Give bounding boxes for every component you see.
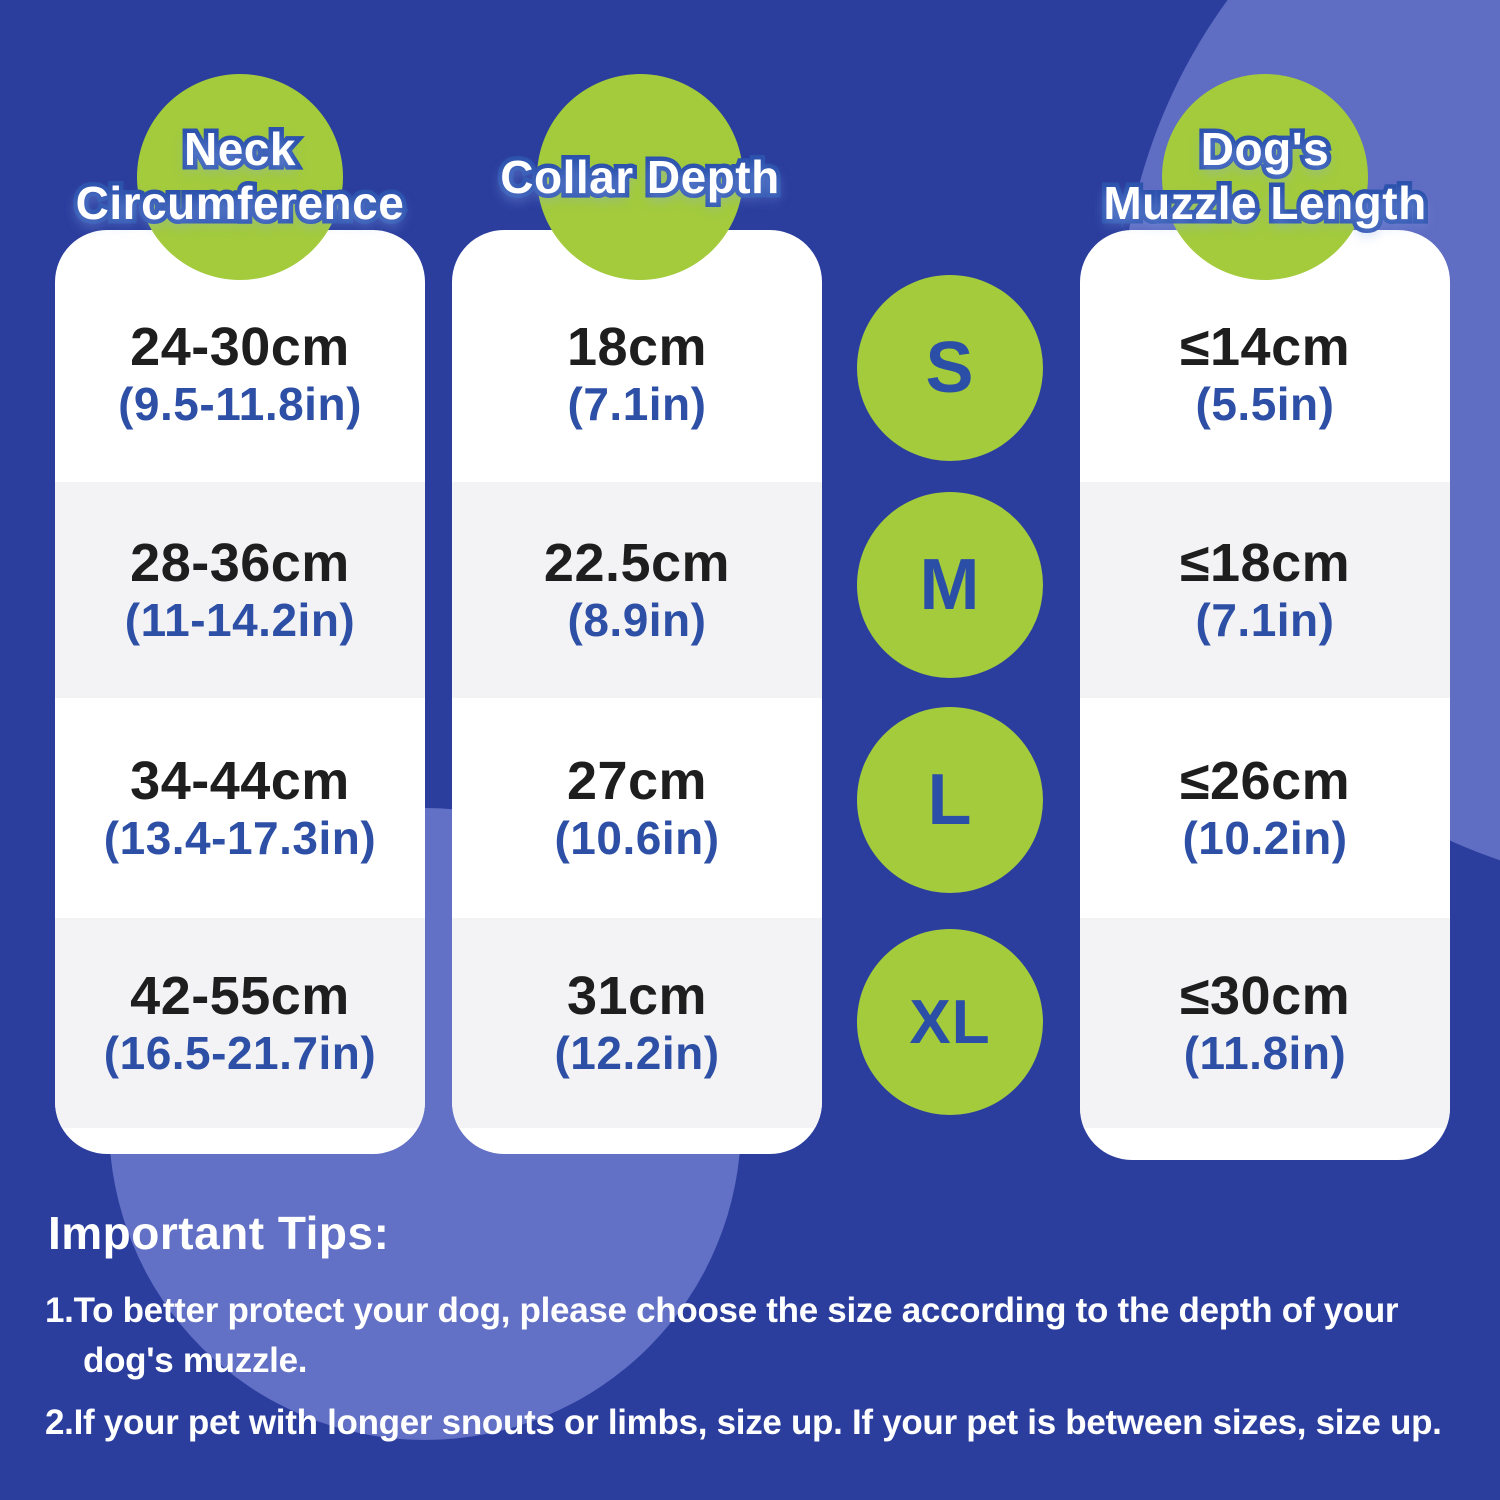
cell-cm-value: ≤18cm — [1179, 533, 1351, 593]
cell-cm-value: 22.5cm — [543, 533, 731, 593]
column-header-badge-neck-circumference — [75, 74, 405, 280]
tips-heading: Important Tips: — [48, 1207, 390, 1259]
column-header-label — [1103, 122, 1426, 230]
table-row — [1080, 698, 1450, 918]
cell-cm-value: ≤14cm — [1179, 317, 1351, 377]
tip-text-line: 1.To better protect your dog, please choose the size according to the depth of your — [45, 1291, 1399, 1330]
size-badge-m — [857, 492, 1043, 678]
size-badge-l — [857, 707, 1043, 893]
header-line: Collar Depth — [500, 151, 780, 203]
cell-cm-value: 27cm — [566, 751, 708, 811]
cell-cm-value: 18cm — [566, 317, 708, 377]
table-row — [1080, 918, 1450, 1128]
cell-cm-value: ≤26cm — [1179, 751, 1351, 811]
header-line: Muzzle Length — [1103, 177, 1427, 229]
column-header-badge-muzzle-length — [1103, 74, 1427, 280]
table-row — [55, 918, 425, 1128]
table-row — [452, 698, 822, 918]
cell-inch-value: (11-14.2in) — [124, 594, 356, 646]
cell-cm-value: 34-44cm — [130, 751, 350, 811]
cell-inch-value: (8.9in) — [567, 594, 707, 646]
tip-text-line: 2.If your pet with longer snouts or limbs, size up. If your pet is between sizes, size up. — [45, 1403, 1442, 1442]
cell-inch-value: (16.5-21.7in) — [103, 1027, 377, 1079]
cell-inch-value: (12.2in) — [554, 1027, 720, 1079]
tip-item-2 — [45, 1398, 1442, 1448]
cell-cm-value: 28-36cm — [130, 533, 350, 593]
size-badge-label: S — [925, 328, 975, 408]
tip-text-line: dog's muzzle. — [83, 1341, 308, 1380]
tip-item-1 — [45, 1286, 1398, 1386]
cell-inch-value: (13.4-17.3in) — [103, 812, 377, 864]
table-row — [55, 482, 425, 698]
size-badge-label: M — [919, 545, 981, 625]
size-badge-label: XL — [909, 987, 991, 1057]
size-badge-xl — [857, 929, 1043, 1115]
cell-inch-value: (10.2in) — [1182, 812, 1348, 864]
size-table-column-collar-depth — [452, 230, 822, 1154]
column-header-label — [76, 122, 405, 230]
cell-inch-value: (11.8in) — [1183, 1027, 1347, 1079]
cell-inch-value: (9.5-11.8in) — [118, 378, 362, 430]
header-line: Dog's — [1200, 123, 1330, 175]
table-row — [452, 482, 822, 698]
cell-cm-value: 31cm — [566, 966, 708, 1026]
cell-cm-value: 42-55cm — [130, 966, 350, 1026]
cell-inch-value: (7.1in) — [567, 378, 707, 430]
size-table-column-muzzle-length — [1080, 230, 1450, 1160]
size-badge-label: L — [927, 760, 973, 840]
cell-inch-value: (5.5in) — [1195, 378, 1335, 430]
size-badge-s — [857, 275, 1043, 461]
cell-cm-value: 24-30cm — [130, 317, 350, 377]
column-header-label — [500, 150, 779, 204]
column-header-badge-collar-depth — [500, 74, 780, 280]
header-line: Circumference — [75, 177, 405, 229]
table-row — [452, 918, 822, 1128]
header-line: Neck — [184, 123, 296, 175]
cell-inch-value: (7.1in) — [1195, 594, 1335, 646]
table-row — [55, 698, 425, 918]
table-row — [1080, 482, 1450, 698]
size-table-column-neck-circumference — [55, 230, 425, 1154]
cell-cm-value: ≤30cm — [1179, 966, 1351, 1026]
cell-inch-value: (10.6in) — [554, 812, 720, 864]
